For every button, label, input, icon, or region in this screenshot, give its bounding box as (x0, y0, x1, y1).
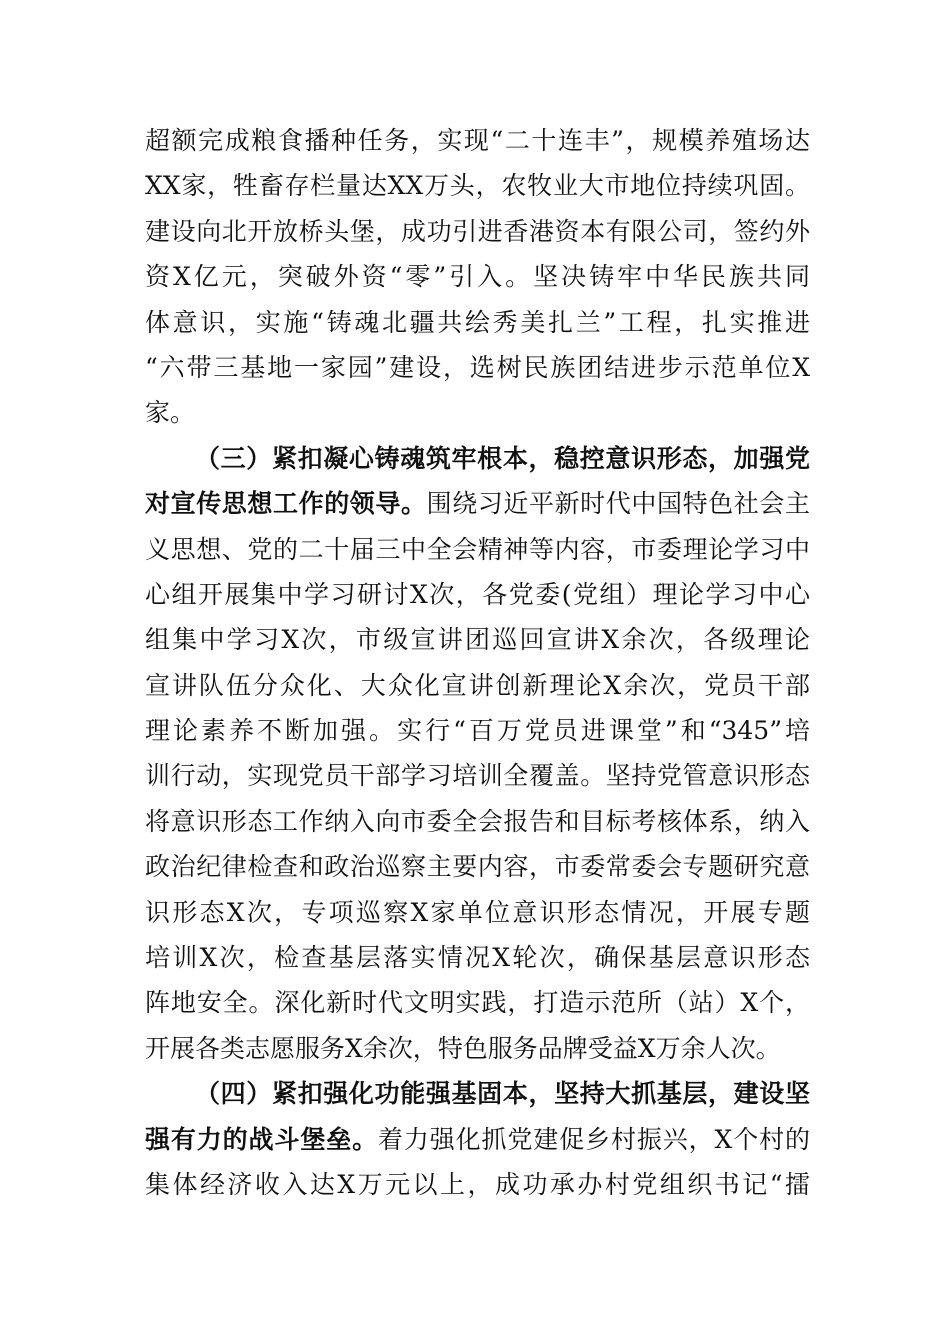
bold-heading-text: （四）紧扣强化功能强基固本，坚持大抓基层，建设坚 (195, 1079, 810, 1109)
text-line (145, 935, 810, 980)
body-text-run: 着力强化抓党建促乡村振兴，X个村的 (377, 1124, 810, 1154)
heading-line (145, 436, 810, 481)
body-text-run: 将意识形态工作纳入向市委全会报告和目标考核体系，纳入 (145, 806, 810, 836)
text-line (145, 1026, 810, 1071)
text-line (145, 390, 810, 435)
body-text-run: 集体经济收入达X万元以上，成功承办村党组织书记“擂 (145, 1169, 810, 1199)
body-text-run: 超额完成粮食播种任务，实现“二十连丰”，规模养殖场达 (145, 126, 810, 155)
text-line (145, 1162, 810, 1207)
text-line (145, 980, 810, 1025)
body-text-run: 围绕习近平新时代中国特色社会主 (426, 489, 810, 519)
bold-heading-text: （三）紧扣凝心铸魂筑牢根本，稳控意识形态，加强党 (195, 443, 810, 473)
text-line (145, 844, 810, 889)
text-line (145, 663, 810, 708)
text-line (145, 254, 810, 299)
body-text-run: 开展各类志愿服务X余次，特色服务品牌受益X万余人次。 (145, 1033, 781, 1063)
text-line (145, 481, 810, 526)
bold-heading-text: 对宣传思想工作的领导。 (145, 489, 427, 519)
body-text-run: “六带三基地一家园”建设，选树民族团结进步示范单位X (145, 352, 810, 382)
body-text-run: 体意识，实施“铸魂北疆共绘秀美扎兰”工程，扎实推进 (145, 307, 810, 337)
paragraph (145, 118, 810, 436)
body-text-run: 训行动，实现党员干部学习培训全覆盖。坚持党管意识形态 (145, 761, 810, 791)
text-line (145, 753, 810, 798)
text-line (145, 890, 810, 935)
text-line (145, 163, 810, 208)
body-text-run: XX家，牲畜存栏量达XX万头，农牧业大市地位持续巩固。 (145, 171, 810, 201)
bold-heading-text: 强有力的战斗堡垒。 (145, 1124, 378, 1154)
body-text-run: 义思想、党的二十届三中全会精神等内容，市委理论学习中 (145, 534, 810, 564)
text-line (145, 799, 810, 844)
body-text-run: 培训X次，检查基层落实情况X轮次，确保基层意识形态 (145, 943, 810, 973)
text-line (145, 527, 810, 572)
text-line (145, 1117, 810, 1162)
text-line (145, 345, 810, 390)
text-line (145, 209, 810, 254)
text-line (145, 617, 810, 662)
body-text-run: 宣讲队伍分众化、大众化宣讲创新理论X余次，党员干部 (145, 670, 810, 700)
document-body (145, 118, 810, 1207)
paragraph (145, 436, 810, 1071)
text-line (145, 118, 810, 163)
text-line (145, 708, 810, 753)
body-text-run: 建设向北开放桥头堡，成功引进香港资本有限公司，签约外 (145, 216, 810, 246)
body-text-run: 理论素养不断加强。实行“百万党员进课堂”和“345”培 (145, 716, 810, 746)
heading-line (145, 1071, 810, 1116)
body-text-run: 家。 (145, 398, 196, 428)
body-text-run: 识形态X次，专项巡察X家单位意识形态情况，开展专题 (145, 897, 810, 927)
body-text-run: 心组开展集中学习研讨X次，各党委(党组）理论学习中心 (145, 579, 810, 609)
body-text-run: 资X亿元，突破外资“零”引入。坚决铸牢中华民族共同 (145, 262, 810, 292)
body-text-run: 组集中学习X次，市级宣讲团巡回宣讲X余次，各级理论 (145, 625, 810, 655)
body-text-run: 政治纪律检查和政治巡察主要内容，市委常委会专题研究意 (145, 852, 810, 882)
text-line (145, 572, 810, 617)
paragraph (145, 1071, 810, 1207)
text-line (145, 300, 810, 345)
body-text-run: 阵地安全。深化新时代文明实践，打造示范所（站）X个， (145, 988, 810, 1018)
